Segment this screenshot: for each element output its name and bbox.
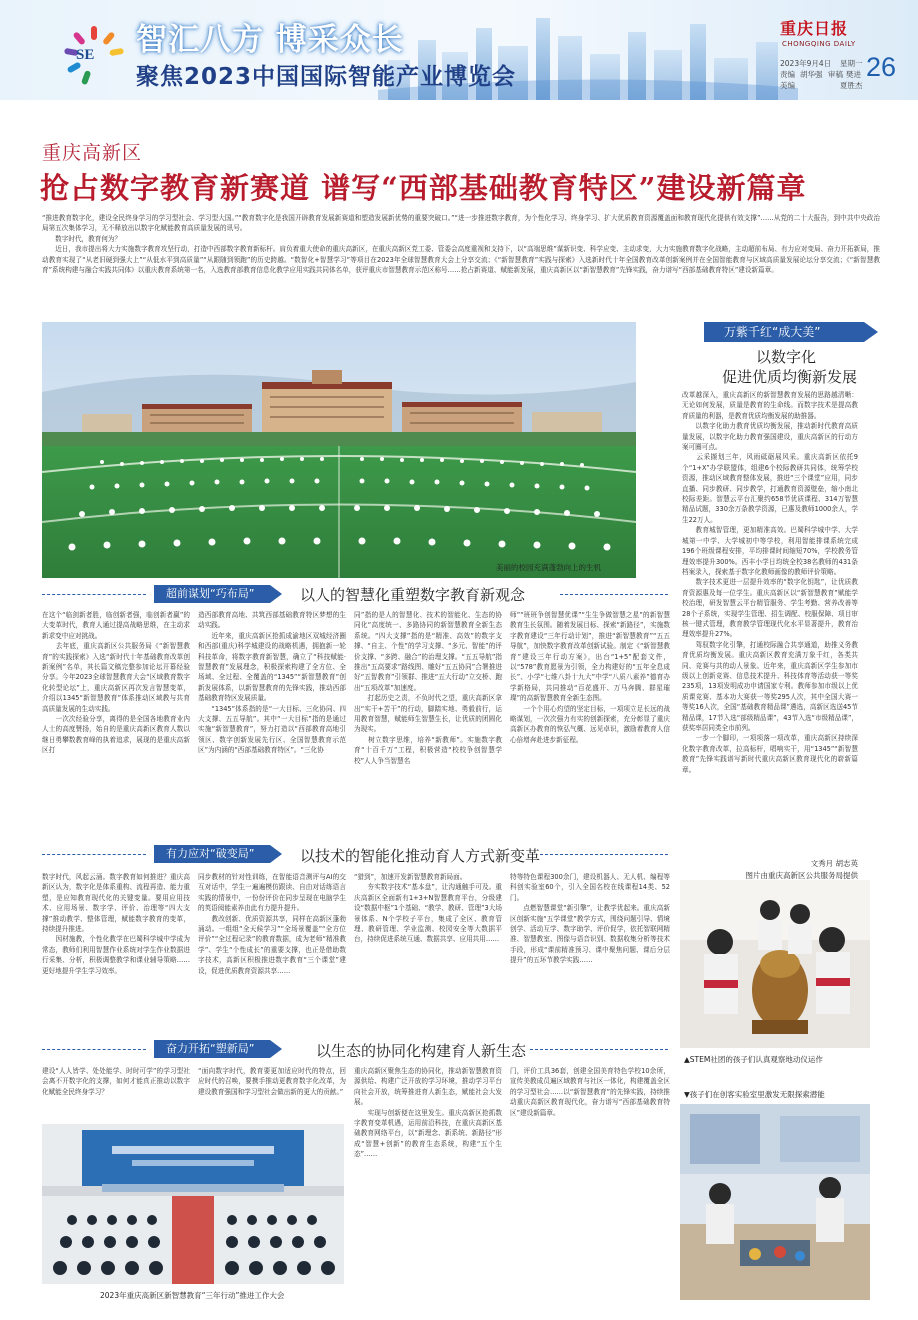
banner-expo-title: 聚焦2023中国国际智能产业博览会 bbox=[136, 64, 517, 90]
section1-title: 以人的智慧化重塑数字教育新观念 bbox=[300, 586, 526, 604]
section2-col1: 数字时代，风起云涌。数字教育如何推进？重庆高新区认为，数字化是体系重构、流程再造、能力重塑，是应知教育现代化的关键变量。要用应用技术、应用场景、数字学、评价、治理等“四大支撑”推动教学、整体管理，赋能数字教育的变革，持续提升推进。 因材施教，个性化教学在巴蜀科学城中学成为常态，教师们利用智慧作业系统对学生作业数据进行采集、分析，积极调整教学和课业辅导策略……更好地提升学生学习效率。 bbox=[42, 873, 190, 975]
section3-tag: 奋力开拓“塑新局” bbox=[154, 1040, 270, 1058]
section3-col2: “面向数字时代，教育要更加适应时代的特点，回应时代的召唤，要携手推动更教育数字化改革，为建设教育强国和学习型社会做出新的更大的贡献。” bbox=[198, 1067, 346, 1096]
editor-label-1: 责编 bbox=[780, 70, 795, 79]
section1-tag: 超前谋划“巧布局” bbox=[154, 585, 270, 603]
proof-name: 樊进 bbox=[846, 70, 861, 79]
newspaper-masthead: 重庆日报 bbox=[780, 19, 849, 38]
section3-rule-left bbox=[42, 1049, 146, 1050]
stem-photo-caption: ▲STEM社团的孩子们认真观察地动仪运作 bbox=[684, 1055, 823, 1064]
banner-slogan: 智汇八方 博采众长 bbox=[136, 22, 404, 58]
section1-col3: 同”指的是人的智慧化、技术的智能化、生态的协同化“高度统一、多路协同的新智慧教育全新生态系统。“四大支撑”指的是“精准、高效”的数字支撑、“自主、个性”的学习支撑、“多元、智能”的评价支撑、“多跨、融合”的治理支撑。“五五导航”指推出“五高要求”路线图、雕好“五五协同”合署推进好“五智教育”引领群、推进“五大行动”立交桥、跑出“五项改革”加速度。 打起历史之责，不负时代之望，重庆高新区拿出“实干+苦干”的行动，脚踏实地、勇毅前行，运用教育智慧，赋能师生智慧生长，让优质的团圆化为现实。 树立数字思维，培养“新教师”。实施数字教育“十百千万”工程，积极营造“校校争创智慧学校”人人争当智慧名 bbox=[354, 611, 502, 765]
section2-rule-left bbox=[42, 854, 146, 855]
campus-photo-image bbox=[42, 322, 636, 578]
page-banner bbox=[0, 0, 918, 100]
section1-col4: 师”“班班争创智慧优课”“生生争做智慧之星”的新智慧教育生长氛围。随着发展目标、探索“新路径”，实施数字教育建设“三年行动计划”，推进“新智慧教育”“五五导航”，加快数字教育改革创新试验。制定《“新智慧教育”建设三年行动方案》，出台“1+5”配套文件，以“578”教育愿景为引领，全力构建好的“五年全息成长”、小学“七维八卦十九大”中学“八质八素养”德育办学新格局，共同推动“百花盛开、万马奔腾、群星璀璨”的高新智慧教育全新生态图。 一个个用心灼望的坚定目标，一项项立足长远的战略谋划，一次次强力有实的创新探索，充分彰显了重庆高新区办教育的恢弘气概、远见卓识，激励着教育人信心倍增奔赴进步新征程。 bbox=[510, 611, 670, 744]
sidebar-body: 改革越深入，重庆高新区的新智慧教育发展的思路越清晰：无论如何发展，质量是教育的生命线。而数字技术是提高教育质量的利器，是教育优质均衡发展的助推器。 以数字化助力教育优质均衡发展，推动新时代教育高质量发展，以数字化助力教育强国建设，重庆高新区的行动方案可圈可点。 云采撷划三年，风雨砥砺展风采。重庆高新区依托9个“1+X”办学联盟体，组建6个校际教研共同体，统筹学校资源，推动区域教育整体发展，推进“三个课堂”应用，同步直播、同步教研、同步教学，打通教育资源壁垒，缩小南北校际差距。智慧云平台汇聚约658节优质课程、314万智慧精品试题，330余万条教学资源，已惠及教师1000余人，学生22万人。 教育城智管理，更加精准高效。巴蜀科学城中学、大学城第一中学、大学城初中等学校，利用智能排课系统完成196个班级课程安排，平均排课时间缩短70%，学校教务管理效率提升300%。西丰小学日均统全校38名教师的431条档案录入，探索基于数字化教师画像的教师评价策略。 数字技术更进一层提升效率的“数字化钥匙”，让优质教育资源惠及每一位学生。重庆高新区以“新智慧教育”赋能学校治理，研发智慧云平台精管服务、学生考勤、营养改善等28个子系统，实现学生管理、招生调配、校服保障、项目审核一键式管理，教育教学管理现代化水平显著提升，教育治理效率提升27%。 驾驭数字化引擎，打通校际融合共享通道，助推义务教育优质均衡发展。重庆高新区教育充满万象千红，各类共同、竞赛与共的动人景象。近年来，重庆高新区学生参加市级以上创新竞赛、信息技术提升、科技体育等活动获一等奖235项，13项发明成功申请国家专利。教师参加市级以上优质课竞赛、基本功大赛获一等奖295人次，其中全国大赛一等奖16人次，全国“基础教育精品课”遴选，高新区选送45节精品课，17节入选“部级精品课”，43节入选“市级精品课”，获奖率居同类全市前列。 一步一个脚印，一项项落一项改革，重庆高新区持续深化数字教育改革，拉高标杆，唱响实干，用“1345”“新智慧教育”先锋实践谱写新时代重庆高新区教育现代化的崭新篇章。 bbox=[682, 391, 858, 774]
section2-col3: “猎到”，加速开发新智慧教育新局面。 夯实数字技术“基本盘”，让沟通触手可及。重庆高新区全面新有1+3+N智慧教育平台，分级建设“数据中枢”1个基础、“教学、教研、管理”3大场景体系、N个学校子平台，集成了全区、教育管理、教研管理、学业监测、校园安全等大数据平台，持续促进系统互通、数据共享、应用共用…… bbox=[354, 873, 502, 944]
section1-rule-left bbox=[42, 594, 146, 595]
section2-col2: 同步教材的针对性训练，在智能语音测评与AI的交互对话中，学生一遍遍模仿跟读、自由对话练语言实践的情景中，一份份评价在同步呈现在电脑学生的英语阅能素养由此有力提升提升。 教改创新、优质资源共享，同样在高新区蓬勃涌动。一组组“全天候学习”“全场景覆盖”“全方位评价”“全过程记录”的教育数据，成为老师“精准教学”、学生“个性成长”的重要支撑，也正是借助数字技术，高新区积极推进数字教育“三个课堂”建设，促进优质教育资源共享…… bbox=[198, 873, 346, 975]
section3-title: 以生态的协同化构建育人新生态 bbox=[316, 1042, 527, 1060]
stem-club-photo-image bbox=[680, 880, 870, 1048]
campus-photo bbox=[42, 322, 636, 578]
proof-label: 审稿 bbox=[828, 70, 843, 79]
article-headline: 抢占数字教育新赛道 谱写“西部基础教育特区”建设新篇章 bbox=[40, 171, 807, 205]
maker-photo-caption: ▼孩子们在创客实验室里激发无限探索潜能 bbox=[684, 1090, 825, 1099]
issue-date: 2023年9月4日 bbox=[780, 59, 832, 68]
stem-club-photo bbox=[680, 880, 870, 1048]
campus-photo-caption: 美丽的校园充满蓬勃向上的生机 bbox=[496, 563, 601, 572]
article-lead: “推进教育数字化，建设全民终身学习的学习型社会、学习型大国。”“教育数字化是我国开辟教育发展新赛道和塑造发展新优势的重要突破口。”“进一步推进数字教育，为个性化学习、终身学习、扩大优质教育资源覆盖面和教育现代化提供有效支撑”……从党的二十大报告，到中共中央政治局第五次集体学习，无不释放出以数字化赋能教育高质量发展的讯号。 数字时代，教育何为？ 近日，我市提出将大力实施数字教育攻坚行动，打造中西部数字教育新标杆。肩负着重大使命的重庆高新区，在重庆高新区党工委、管委会高度重视和支持下，以“高端思维”谋新识变、科学应变、主动求变，大力实施教育数字化战略，主动超前布局、有力应对变局、奋力开拓新局，推动教育实现了“从老旧硬到强大上”“从低水平到高质量”“从跟随到领跑”的历史跨越。“数智化+智慧学习”等项目在2023年全球智慧教育大会上分享交流；《“新智慧教育”实践与探索》入选新时代十年全国教育改革创新案例并在全国智能教育与区域高质量发展论坛分享交流；《“新智慧教育”系统构建与融合实践共同体》以重庆教育系统第一名，入选教育部教育信息化教学应用实践共同体名单，获评重庆市智慧教育示范区称号……抢占新赛道、赋能新发展，重庆高新区以“新智慧教育”先锋实践，奋力谱写“西部基础教育特区”建设新篇章。 bbox=[42, 214, 880, 275]
section3-rule-right bbox=[530, 1049, 668, 1050]
section1-col2: 造西部教育高地、共筑西部基础教育特区梦想的生动实践。 近年来，重庆高新区抢抓成渝地区双城经济圈和西部(重庆)科学城建设的战略机遇，拥抱新一轮科技革命，将数字教育新智慧，确立了“科技赋能·智慧教育”发展理念，积极探索构建了全方位、全场域、全过程、全覆盖的“1345”“新智慧教育”创新发展体系，以新智慧教育的先锋实践，推动西部基础教育特区发展质量。 “1345”体系指的是“一大目标、三化协同、四大支撑、五五导航”。其中“一大目标”指的是通过实施“新智慧教育”，努力打造以“西部教育高地引领区、数字创新发展先行区、全国智慧教育示范区”为内涵的“西部基础教育特区”。“三化协 bbox=[198, 611, 346, 755]
conference-photo bbox=[42, 1124, 344, 1284]
section2-rule-right bbox=[540, 854, 668, 855]
section3-col4: 门，评价工具36套，创建全国美育特色学校10余所，宣传美教成员遍区域教育与社区一体化，构建覆盖全区的学习型社会……以“新智慧教育”的先锋实践，持续推动重庆高新区教育现代化，奋力谱写“西部基础教育特区”建设新篇章。 bbox=[510, 1067, 670, 1117]
sidebar-title-line2: 促进优质均衡新发展 bbox=[722, 368, 858, 386]
editor-label-2: 美编 bbox=[780, 81, 795, 90]
editor-name-1: 胡华强 bbox=[800, 70, 823, 79]
maker-lab-photo bbox=[680, 1104, 870, 1300]
sidebar-title-line1: 以数字化 bbox=[756, 348, 817, 366]
section2-title: 以技术的智能化推动育人方式新变革 bbox=[300, 847, 541, 865]
sidebar-tag: 万紫千红“成大美” bbox=[704, 322, 864, 342]
conference-photo-image bbox=[42, 1124, 344, 1284]
page-number: 26 bbox=[866, 52, 897, 82]
sidebar-photo-credit: 图片由重庆高新区公共服务局提供 bbox=[745, 871, 858, 880]
section2-tag: 有力应对“破变局” bbox=[154, 845, 270, 863]
issue-weekday: 星期一 bbox=[840, 59, 863, 68]
section3-col3: 重庆高新区聚焦生态的协同化，推动新智慧教育资源供给、构建广泛开放的学习环境，推动学习平台向社会开放，统筹推进育人新生态，赋能社会大发展。 实现与创新便在这里发生。重庆高新区抢抓数字教育变革机遇，运用前沿科技，在重庆高新区基础教育网络平台，以“新理念、新系统、新路径”形成“智慧+创新”的教育生态系统，构建“五个生态”…… bbox=[354, 1067, 502, 1159]
article-kicker: 重庆高新区 bbox=[42, 142, 143, 164]
conference-photo-caption: 2023年重庆高新区新智慧教育“三年行动”推进工作大会 bbox=[100, 1291, 285, 1300]
maker-lab-photo-image bbox=[680, 1104, 870, 1300]
section2-col4: 特等特色课程300余门，建设机器人、无人机、编程等科创实验室60个，引入全国名校在线课程14类、52门。 点燃智慧课堂“新引擎”，让教学优起来。重庆高新区创新实施“五学课堂”教学方式，围绕问题引导、情境创学、活动互学、数字助学、评价促学，依托智联网精准、智慧教室、图像与语音识别、数据收集分析等技术手段，形成“课前精准预习、课中聚焦问题、课后分层提升”的五环节教学实践…… bbox=[510, 873, 670, 965]
sidebar-byline: 文秀月 胡志英 bbox=[810, 859, 858, 868]
newspaper-masthead-en: CHONGQING DAILY bbox=[782, 40, 856, 48]
section1-rule-right bbox=[560, 594, 668, 595]
section1-col1: 在这个“临剑新者胜，临创新者强，临创新者赢”的大变革时代，教育人通过提高战略思维，在主动求新求变中应对挑战。 去年底，重庆高新区公共服务局《“新智慧教育”的实践探索》入选“新时代十年基础教育改革创新案例”名单，其长篇文稿完整参加论坛开幕经验分享。今年2023全球智慧教育大会“区域教育数字化转型论坛”上，重庆高新区再次发言智慧变革，介绍以1345“新智慧教育”体系推动区域教与共育高质量发展的生动实践。 一次次经验分享，离得的是全国各地教育业内人士的高度赞扬，始自的是重庆高新区教育人数以继日勇攀数教育峰的执着追求，展现的是重庆高新区打 bbox=[42, 611, 190, 755]
expo-logo bbox=[62, 24, 126, 88]
section3-col1: 建设“人人皆学、处处能学、时时可学”的学习型社会离不开数字化的支撑，如何才能真正推动以数字化赋能全民终身学习？ bbox=[42, 1067, 190, 1096]
editor-name-2: 夏胜杰 bbox=[840, 81, 863, 90]
logo-text: SE bbox=[76, 47, 95, 63]
